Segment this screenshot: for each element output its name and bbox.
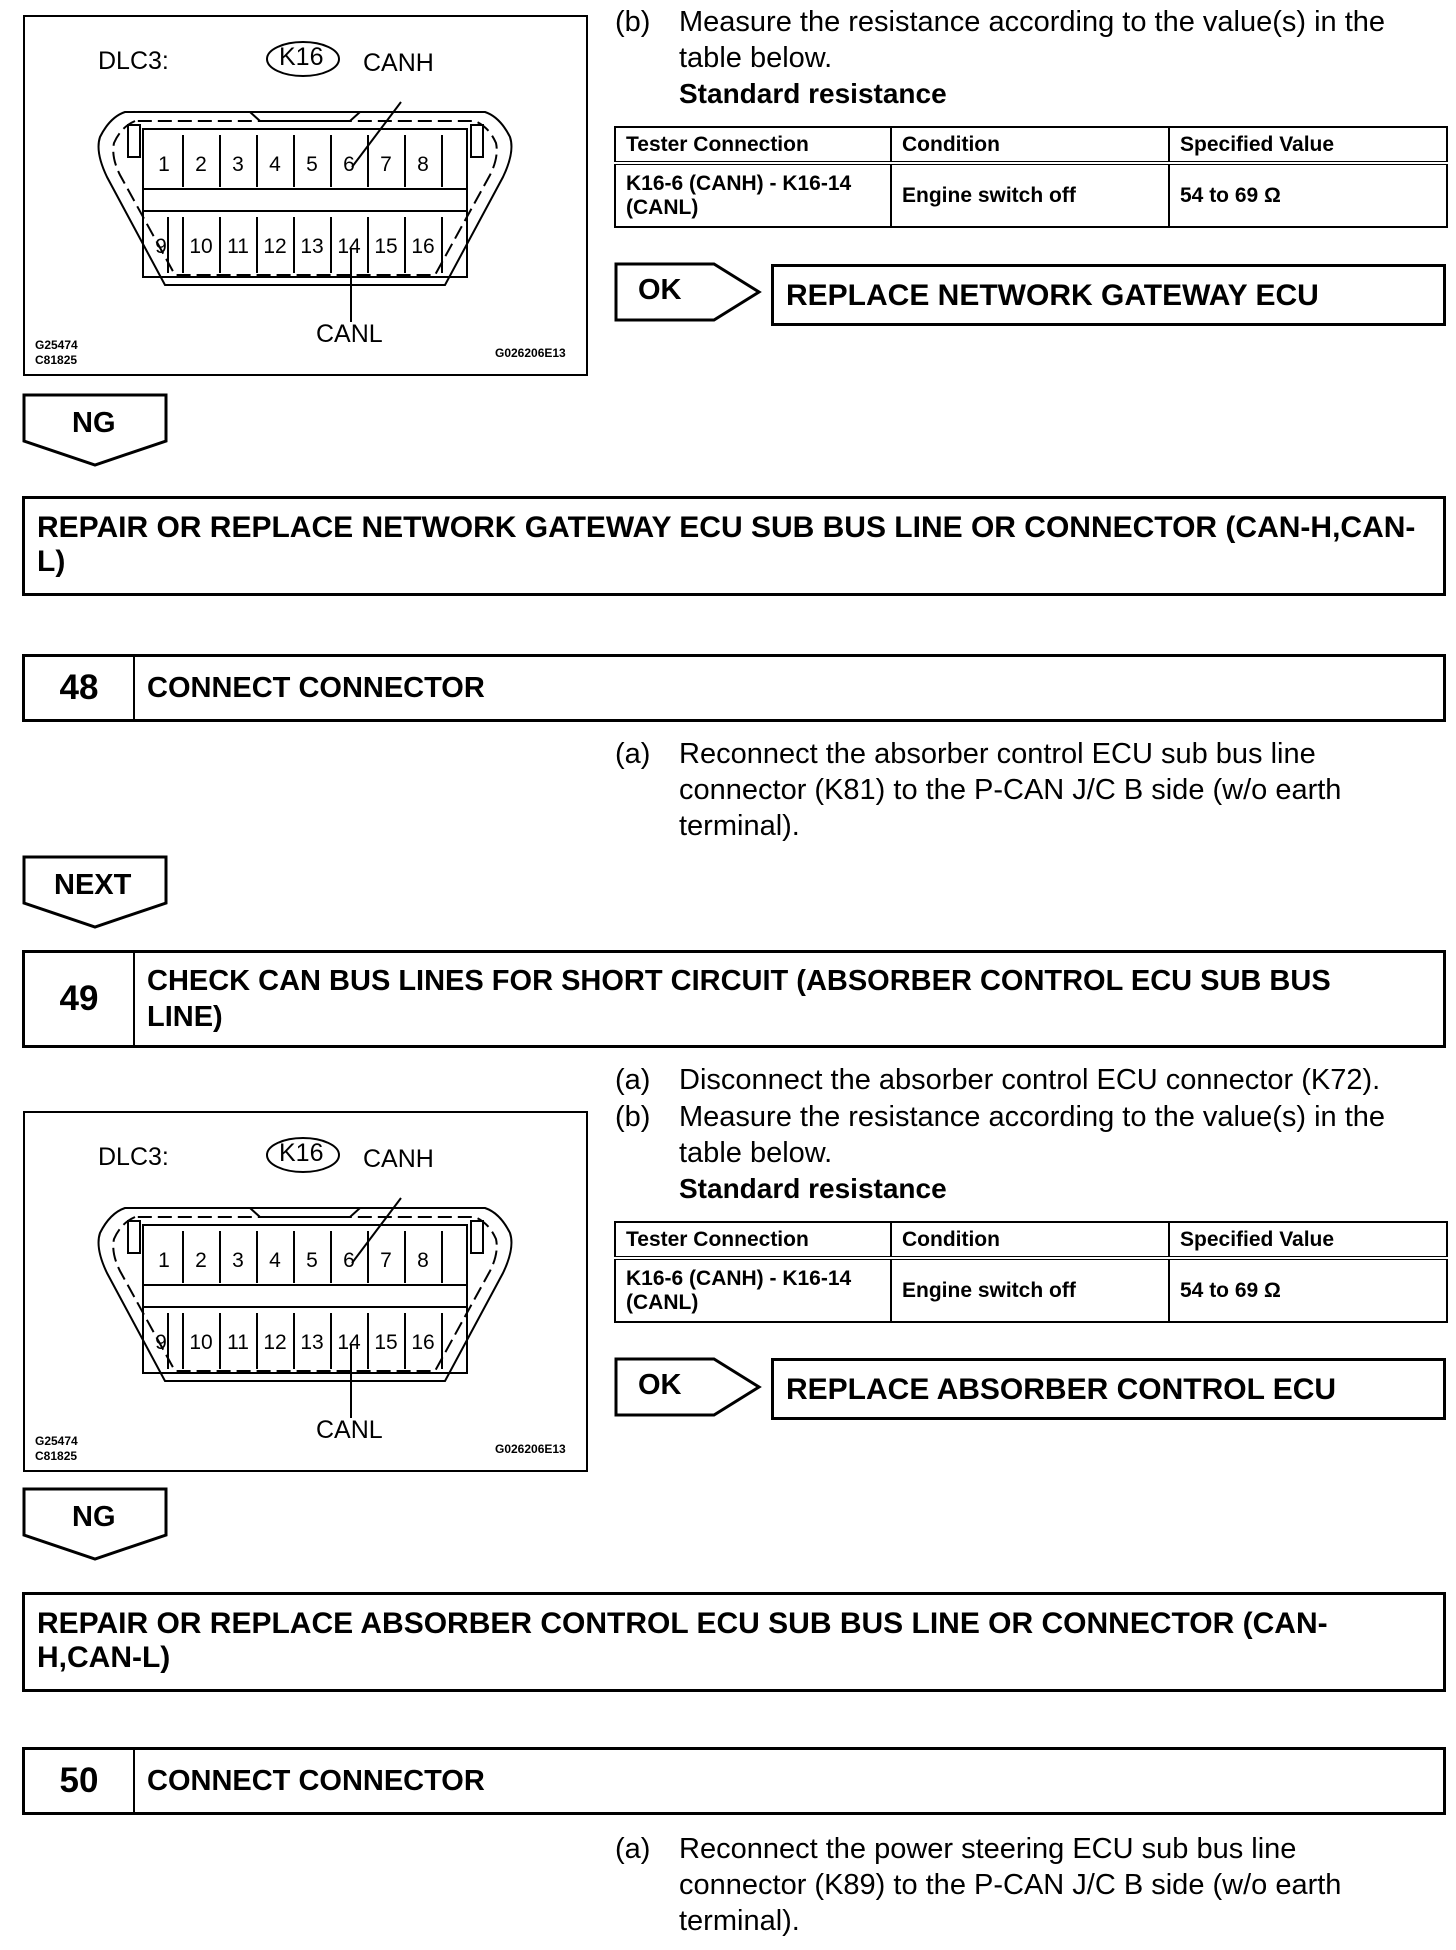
table-header: Condition <box>891 1222 1169 1258</box>
pin-label: 12 <box>263 235 287 258</box>
pin-label: 5 <box>306 1249 318 1272</box>
ok-arrow-tag <box>614 1357 764 1417</box>
connector-id-label: K16 <box>279 43 324 71</box>
table-header: Condition <box>891 127 1169 163</box>
step-text-line: terminal). <box>679 1905 800 1937</box>
pin-label: 16 <box>411 235 435 258</box>
ok-arrow-shape <box>614 262 764 322</box>
table-cell-value: 54 to 69 Ω <box>1169 163 1447 227</box>
ng-result-box <box>22 1592 1446 1692</box>
table-cell-condition: Engine switch off <box>891 1258 1169 1322</box>
table-header: Specified Value <box>1169 1222 1447 1258</box>
ok-arrow-tag <box>614 262 764 322</box>
pin-label: 3 <box>232 1249 244 1272</box>
dlc3-connector-figure <box>23 15 588 376</box>
step-text-line: table below. <box>679 42 833 74</box>
step-number: 50 <box>25 1750 135 1812</box>
figure-code-right: G026206E13 <box>495 346 566 360</box>
pin-label: 13 <box>300 1331 324 1354</box>
step-text-line: connector (K89) to the P-CAN J/C B side (w/o earth <box>679 1869 1342 1901</box>
dlc3-label: DLC3: <box>98 1143 169 1171</box>
canl-label: CANL <box>316 320 383 348</box>
pin-label: 4 <box>269 1249 281 1272</box>
resistance-table <box>614 126 1448 228</box>
pin-label: 15 <box>374 1331 398 1354</box>
dlc3-label: DLC3: <box>98 47 169 75</box>
table-cell-connection <box>615 163 891 227</box>
connection-line: (CANL) <box>626 195 699 219</box>
table-header: Tester Connection <box>615 1222 891 1258</box>
step-text-line: Disconnect the absorber control ECU connector (K72). <box>679 1064 1381 1096</box>
pin-label: 1 <box>158 153 170 176</box>
step-tag: (a) <box>615 738 651 770</box>
figure-code-left-1: G25474 <box>35 338 78 352</box>
pin-label: 14 <box>337 1331 361 1354</box>
step-text-line: connector (K81) to the P-CAN J/C B side (w/o earth <box>679 774 1342 806</box>
next-label: NEXT <box>54 869 132 901</box>
standard-resistance-title: Standard resistance <box>679 78 947 109</box>
step-tag: (b) <box>615 1101 651 1133</box>
ng-result-line: H,CAN-L) <box>37 1641 171 1674</box>
figure-code-left-1: G25474 <box>35 1434 78 1448</box>
canh-label: CANH <box>363 49 434 77</box>
pin-label: 2 <box>195 153 207 176</box>
pin-label: 12 <box>263 1331 287 1354</box>
connection-line: (CANL) <box>626 1290 699 1314</box>
ok-arrow-shape <box>614 1357 764 1417</box>
ng-result-line: REPAIR OR REPLACE NETWORK GATEWAY ECU SUB BUS LINE OR CONNECTOR (CAN-H,CAN- <box>37 511 1416 544</box>
step-title-line: CHECK CAN BUS LINES FOR SHORT CIRCUIT (ABSORBER CONTROL ECU SUB BUS <box>147 965 1331 997</box>
step-number: 49 <box>25 953 135 1045</box>
step-48-heading <box>22 654 1446 722</box>
step-text-line: Measure the resistance according to the value(s) in the <box>679 6 1386 38</box>
step-49-heading <box>22 950 1446 1048</box>
step-text-line: table below. <box>679 1137 833 1169</box>
connection-line: K16-6 (CANH) - K16-14 <box>626 1266 852 1290</box>
step-tag: (a) <box>615 1064 651 1096</box>
pin-label: 2 <box>195 1249 207 1272</box>
ng-result-box <box>22 496 1446 596</box>
pin-label: 10 <box>189 1331 213 1354</box>
pin-label: 6 <box>343 153 355 176</box>
step-title-line: LINE) <box>147 1001 223 1033</box>
step-tag: (b) <box>615 6 651 38</box>
step-50-a <box>615 1831 1445 1941</box>
pin-label: 7 <box>380 153 392 176</box>
pin-label: 5 <box>306 153 318 176</box>
ok-label: OK <box>638 274 682 306</box>
pin-label: 13 <box>300 235 324 258</box>
canl-label: CANL <box>316 1416 383 1444</box>
canh-label: CANH <box>363 1145 434 1173</box>
table-cell-condition: Engine switch off <box>891 163 1169 227</box>
pin-label: 16 <box>411 1331 435 1354</box>
pin-label: 15 <box>374 235 398 258</box>
table-cell-connection <box>615 1258 891 1322</box>
ng-label: NG <box>72 407 116 439</box>
figure-code-left-2: C81825 <box>35 353 78 367</box>
step-text-line: Measure the resistance according to the value(s) in the <box>679 1101 1386 1133</box>
pin-label: 4 <box>269 153 281 176</box>
table-header: Specified Value <box>1169 127 1447 163</box>
ok-label: OK <box>638 1369 682 1401</box>
pin-label: 1 <box>158 1249 170 1272</box>
ok-result-box: REPLACE NETWORK GATEWAY ECU <box>771 264 1446 326</box>
next-arrow-tag <box>22 855 170 930</box>
ng-result-line: REPAIR OR REPLACE ABSORBER CONTROL ECU SUB BUS LINE OR CONNECTOR (CAN- <box>37 1607 1328 1640</box>
step-number: 48 <box>25 657 135 719</box>
connection-line: K16-6 (CANH) - K16-14 <box>626 171 852 195</box>
step-title <box>147 953 1431 1045</box>
ok-result-box: REPLACE ABSORBER CONTROL ECU <box>771 1358 1446 1420</box>
step-50-heading <box>22 1747 1446 1815</box>
ng-arrow-tag <box>22 393 170 468</box>
step-49-b <box>615 1099 1445 1171</box>
pin-label: 10 <box>189 235 213 258</box>
table-cell-value: 54 to 69 Ω <box>1169 1258 1447 1322</box>
ng-arrow-tag <box>22 1487 170 1562</box>
pin-label: 7 <box>380 1249 392 1272</box>
pin-label: 6 <box>343 1249 355 1272</box>
standard-resistance-title: Standard resistance <box>679 1173 947 1204</box>
step-title: CONNECT CONNECTOR <box>147 672 485 704</box>
step-text-line: Reconnect the absorber control ECU sub bus line <box>679 738 1316 770</box>
pin-label: 9 <box>155 235 167 258</box>
dlc3-connector-figure <box>23 1111 588 1472</box>
ng-result-line: L) <box>37 545 66 578</box>
step-48-a <box>615 736 1445 846</box>
resistance-table <box>614 1221 1448 1323</box>
pin-label: 14 <box>337 235 361 258</box>
table-header: Tester Connection <box>615 127 891 163</box>
step-text-line: terminal). <box>679 810 800 842</box>
figure-code-right: G026206E13 <box>495 1442 566 1456</box>
pin-label: 9 <box>155 1331 167 1354</box>
step-text-line: Reconnect the power steering ECU sub bus line <box>679 1833 1297 1865</box>
pin-label: 8 <box>417 1249 429 1272</box>
step-49-a <box>615 1062 1445 1098</box>
figure-code-left-2: C81825 <box>35 1449 78 1463</box>
pin-label: 8 <box>417 153 429 176</box>
connector-id-label: K16 <box>279 1139 324 1167</box>
pin-label: 11 <box>227 1331 249 1354</box>
ng-label: NG <box>72 1501 116 1533</box>
step-title: CONNECT CONNECTOR <box>147 1765 485 1797</box>
step-b <box>615 4 1445 76</box>
pin-label: 3 <box>232 153 244 176</box>
pin-label: 11 <box>227 235 249 258</box>
step-tag: (a) <box>615 1833 651 1865</box>
